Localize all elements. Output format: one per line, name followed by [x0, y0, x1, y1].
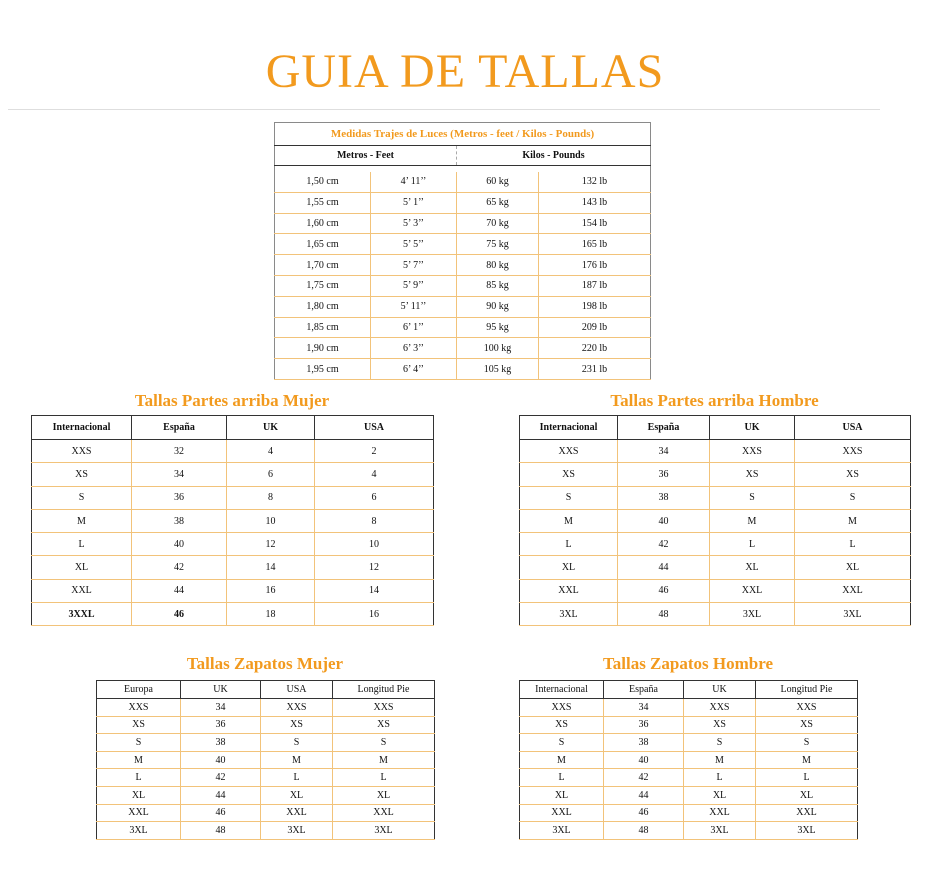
arriba-hombre-cell: XL [520, 556, 618, 579]
arriba-mujer-cell: L [32, 533, 132, 556]
medidas-table [274, 122, 651, 380]
medidas-cell: 198 lb [539, 296, 651, 317]
arriba-mujer-cell: 34 [132, 463, 227, 486]
zapatos-hombre-header-row [520, 681, 858, 699]
zapatos-hombre-cell: XXS [520, 699, 604, 717]
arriba-hombre-row [520, 556, 911, 579]
zapatos-hombre-cell: XXL [756, 804, 858, 822]
arriba-mujer-cell: 8 [315, 509, 434, 532]
zapatos-hombre-table [519, 680, 858, 840]
zapatos-hombre-cell: XL [520, 786, 604, 804]
medidas-cell: 5’ 9’’ [371, 275, 457, 296]
medidas-cell: 95 kg [457, 317, 539, 338]
medidas-row [275, 192, 651, 213]
zapatos-mujer-cell: L [333, 769, 435, 787]
zapatos-mujer-cell: 38 [181, 734, 261, 752]
zapatos-hombre-row [520, 734, 858, 752]
arriba-hombre-cell: XXL [520, 579, 618, 602]
arriba-mujer-cell: XS [32, 463, 132, 486]
zapatos-mujer-header-uk: UK [181, 681, 261, 699]
zapatos-hombre-cell: M [684, 751, 756, 769]
arriba-hombre-header-internacional: Internacional [520, 416, 618, 440]
zapatos-hombre-cell: 3XL [520, 822, 604, 840]
page-title: GUIA DE TALLAS [265, 45, 665, 98]
zapatos-hombre-cell: 40 [604, 751, 684, 769]
zapatos-hombre-row [520, 822, 858, 840]
zapatos-mujer-cell: 36 [181, 716, 261, 734]
medidas-cell: 132 lb [539, 172, 651, 192]
zapatos-hombre-row [520, 804, 858, 822]
arriba-hombre-cell: XXS [710, 440, 795, 463]
medidas-cell: 1,90 cm [275, 338, 371, 359]
zapatos-mujer-cell: 3XL [261, 822, 333, 840]
zapatos-mujer-row [97, 804, 435, 822]
zapatos-hombre-header-internacional: Internacional [520, 681, 604, 699]
medidas-cell: 1,75 cm [275, 275, 371, 296]
arriba-hombre-cell: 36 [618, 463, 710, 486]
arriba-mujer-row [32, 579, 434, 602]
zapatos-mujer-row [97, 786, 435, 804]
medidas-cell: 5’ 1’’ [371, 192, 457, 213]
zapatos-hombre-cell: 46 [604, 804, 684, 822]
medidas-cell: 65 kg [457, 192, 539, 213]
arriba-hombre-header-row [520, 416, 911, 440]
arriba-mujer-header-row [32, 416, 434, 440]
zapatos-mujer-title: Tallas Zapatos Mujer [186, 654, 344, 673]
arriba-mujer-cell: 6 [227, 463, 315, 486]
zapatos-mujer-cell: XL [333, 786, 435, 804]
zapatos-mujer-cell: 42 [181, 769, 261, 787]
zapatos-hombre-cell: XXS [684, 699, 756, 717]
zapatos-mujer-cell: XXS [261, 699, 333, 717]
zapatos-mujer-cell: M [333, 751, 435, 769]
zapatos-mujer-cell: XS [333, 716, 435, 734]
zapatos-mujer-cell: S [97, 734, 181, 752]
arriba-mujer-table [31, 415, 434, 626]
zapatos-hombre-cell: XXL [684, 804, 756, 822]
medidas-cell: 75 kg [457, 234, 539, 255]
medidas-cell: 85 kg [457, 275, 539, 296]
zapatos-hombre-row [520, 769, 858, 787]
arriba-hombre-row [520, 486, 911, 509]
arriba-mujer-row [32, 463, 434, 486]
zapatos-mujer-row [97, 769, 435, 787]
arriba-mujer-row [32, 556, 434, 579]
zapatos-mujer-cell: XXS [333, 699, 435, 717]
arriba-hombre-cell: XXS [795, 440, 911, 463]
arriba-hombre-cell: 44 [618, 556, 710, 579]
arriba-mujer-cell: 14 [315, 579, 434, 602]
medidas-caption: Medidas Trajes de Luces (Metros - feet / Kilos - Pounds) [275, 123, 651, 146]
zapatos-hombre-cell: XL [684, 786, 756, 804]
arriba-hombre-cell: S [520, 486, 618, 509]
zapatos-hombre-cell: 38 [604, 734, 684, 752]
arriba-hombre-title: Tallas Partes arriba Hombre [610, 391, 819, 410]
arriba-mujer-cell: 12 [315, 556, 434, 579]
arriba-hombre-cell: 38 [618, 486, 710, 509]
arriba-mujer-row [32, 603, 434, 626]
arriba-mujer-row [32, 509, 434, 532]
zapatos-hombre-cell: 34 [604, 699, 684, 717]
medidas-cell: 6’ 3’’ [371, 338, 457, 359]
medidas-cell: 90 kg [457, 296, 539, 317]
medidas-cell: 176 lb [539, 255, 651, 276]
arriba-hombre-row [520, 463, 911, 486]
arriba-mujer-header-espana: España [132, 416, 227, 440]
arriba-mujer-title: Tallas Partes arriba Mujer [134, 391, 330, 410]
arriba-hombre-cell: 3XL [710, 603, 795, 626]
arriba-hombre-cell: XS [710, 463, 795, 486]
medidas-cell: 80 kg [457, 255, 539, 276]
arriba-mujer-cell: XXS [32, 440, 132, 463]
medidas-cell: 70 kg [457, 213, 539, 234]
zapatos-mujer-row [97, 699, 435, 717]
arriba-mujer-cell: M [32, 509, 132, 532]
medidas-cell: 154 lb [539, 213, 651, 234]
arriba-mujer-row [32, 440, 434, 463]
zapatos-mujer-cell: 44 [181, 786, 261, 804]
zapatos-mujer-cell: XS [261, 716, 333, 734]
medidas-cell: 1,85 cm [275, 317, 371, 338]
zapatos-hombre-header-uk: UK [684, 681, 756, 699]
zapatos-hombre-cell: S [520, 734, 604, 752]
arriba-mujer-cell: XXL [32, 579, 132, 602]
medidas-cell: 1,65 cm [275, 234, 371, 255]
zapatos-mujer-table [96, 680, 435, 840]
arriba-mujer-cell: 12 [227, 533, 315, 556]
arriba-mujer-cell: 8 [227, 486, 315, 509]
zapatos-hombre-cell: XXL [520, 804, 604, 822]
zapatos-mujer-row [97, 822, 435, 840]
arriba-mujer-cell: 3XXL [32, 603, 132, 626]
medidas-row [275, 255, 651, 276]
zapatos-hombre-cell: 44 [604, 786, 684, 804]
zapatos-mujer-cell: 40 [181, 751, 261, 769]
arriba-hombre-header-usa: USA [795, 416, 911, 440]
arriba-hombre-cell: S [710, 486, 795, 509]
zapatos-hombre-cell: XL [756, 786, 858, 804]
medidas-row [275, 338, 651, 359]
zapatos-mujer-cell: XS [97, 716, 181, 734]
arriba-hombre-cell: M [520, 509, 618, 532]
zapatos-hombre-row [520, 751, 858, 769]
zapatos-hombre-cell: XS [756, 716, 858, 734]
zapatos-hombre-cell: S [684, 734, 756, 752]
medidas-row [275, 359, 651, 380]
zapatos-mujer-cell: L [97, 769, 181, 787]
arriba-hombre-cell: 3XL [520, 603, 618, 626]
arriba-hombre-cell: 40 [618, 509, 710, 532]
arriba-mujer-cell: 2 [315, 440, 434, 463]
arriba-hombre-cell: XXL [710, 579, 795, 602]
arriba-mujer-cell: XL [32, 556, 132, 579]
arriba-hombre-header-espana: España [618, 416, 710, 440]
zapatos-hombre-cell: S [756, 734, 858, 752]
arriba-mujer-cell: 40 [132, 533, 227, 556]
arriba-hombre-cell: L [795, 533, 911, 556]
arriba-mujer-row [32, 486, 434, 509]
medidas-cell: 1,60 cm [275, 213, 371, 234]
medidas-cell: 1,70 cm [275, 255, 371, 276]
medidas-cell: 5’ 5’’ [371, 234, 457, 255]
arriba-hombre-row [520, 440, 911, 463]
medidas-cell: 165 lb [539, 234, 651, 255]
medidas-cell: 100 kg [457, 338, 539, 359]
arriba-hombre-cell: M [710, 509, 795, 532]
medidas-cell: 209 lb [539, 317, 651, 338]
zapatos-hombre-cell: 42 [604, 769, 684, 787]
arriba-hombre-cell: XL [795, 556, 911, 579]
medidas-row [275, 213, 651, 234]
medidas-header-metros-feet: Metros - Feet [275, 146, 457, 166]
medidas-row [275, 296, 651, 317]
medidas-cell: 1,55 cm [275, 192, 371, 213]
arriba-mujer-cell: 36 [132, 486, 227, 509]
arriba-mujer-cell: 10 [227, 509, 315, 532]
zapatos-hombre-cell: XXS [756, 699, 858, 717]
arriba-mujer-cell: 6 [315, 486, 434, 509]
medidas-cell: 6’ 4’’ [371, 359, 457, 380]
zapatos-hombre-row [520, 699, 858, 717]
medidas-row [275, 234, 651, 255]
arriba-hombre-cell: 34 [618, 440, 710, 463]
zapatos-mujer-cell: XXL [333, 804, 435, 822]
zapatos-hombre-cell: XS [520, 716, 604, 734]
zapatos-mujer-cell: XXS [97, 699, 181, 717]
zapatos-hombre-row [520, 786, 858, 804]
arriba-hombre-table [519, 415, 911, 626]
zapatos-mujer-header-row [97, 681, 435, 699]
medidas-cell: 220 lb [539, 338, 651, 359]
zapatos-mujer-cell: M [261, 751, 333, 769]
arriba-mujer-cell: 18 [227, 603, 315, 626]
arriba-mujer-cell: 44 [132, 579, 227, 602]
arriba-mujer-header-usa: USA [315, 416, 434, 440]
zapatos-mujer-cell: S [261, 734, 333, 752]
zapatos-mujer-cell: 48 [181, 822, 261, 840]
medidas-cell: 6’ 1’’ [371, 317, 457, 338]
arriba-mujer-cell: 42 [132, 556, 227, 579]
arriba-mujer-cell: 10 [315, 533, 434, 556]
arriba-hombre-row [520, 579, 911, 602]
zapatos-mujer-cell: XL [97, 786, 181, 804]
zapatos-hombre-cell: 3XL [756, 822, 858, 840]
zapatos-mujer-cell: 3XL [333, 822, 435, 840]
zapatos-mujer-header-usa: USA [261, 681, 333, 699]
zapatos-mujer-cell: 3XL [97, 822, 181, 840]
medidas-body [275, 172, 651, 379]
arriba-mujer-row [32, 533, 434, 556]
medidas-cell: 5’ 11’’ [371, 296, 457, 317]
zapatos-mujer-cell: L [261, 769, 333, 787]
medidas-cell: 5’ 7’’ [371, 255, 457, 276]
arriba-hombre-cell: XS [520, 463, 618, 486]
arriba-mujer-header-internacional: Internacional [32, 416, 132, 440]
arriba-mujer-cell: 16 [315, 603, 434, 626]
arriba-mujer-header-uk: UK [227, 416, 315, 440]
arriba-hombre-cell: L [710, 533, 795, 556]
zapatos-hombre-cell: 48 [604, 822, 684, 840]
zapatos-hombre-cell: M [756, 751, 858, 769]
medidas-cell: 187 lb [539, 275, 651, 296]
zapatos-mujer-cell: S [333, 734, 435, 752]
arriba-mujer-cell: 32 [132, 440, 227, 463]
arriba-hombre-cell: 3XL [795, 603, 911, 626]
zapatos-mujer-cell: M [97, 751, 181, 769]
arriba-mujer-cell: 4 [315, 463, 434, 486]
zapatos-hombre-cell: 36 [604, 716, 684, 734]
zapatos-mujer-cell: 34 [181, 699, 261, 717]
arriba-mujer-cell: 38 [132, 509, 227, 532]
zapatos-mujer-cell: XL [261, 786, 333, 804]
arriba-hombre-cell: S [795, 486, 911, 509]
medidas-cell: 1,80 cm [275, 296, 371, 317]
zapatos-mujer-cell: XXL [97, 804, 181, 822]
arriba-hombre-cell: L [520, 533, 618, 556]
arriba-hombre-cell: XS [795, 463, 911, 486]
medidas-cell: 60 kg [457, 172, 539, 192]
medidas-header-kilos-pounds: Kilos - Pounds [457, 146, 651, 166]
zapatos-hombre-header-espana: España [604, 681, 684, 699]
medidas-row [275, 172, 651, 192]
arriba-hombre-cell: XXL [795, 579, 911, 602]
zapatos-mujer-row [97, 734, 435, 752]
arriba-hombre-cell: M [795, 509, 911, 532]
medidas-cell: 105 kg [457, 359, 539, 380]
zapatos-hombre-title: Tallas Zapatos Hombre [602, 654, 774, 673]
arriba-hombre-header-uk: UK [710, 416, 795, 440]
medidas-cell: 4’ 11’’ [371, 172, 457, 192]
arriba-mujer-cell: 46 [132, 603, 227, 626]
zapatos-hombre-cell: XS [684, 716, 756, 734]
title-divider [8, 109, 880, 110]
zapatos-hombre-cell: M [520, 751, 604, 769]
medidas-cell: 5’ 3’’ [371, 213, 457, 234]
zapatos-mujer-header-europa: Europa [97, 681, 181, 699]
arriba-mujer-cell: S [32, 486, 132, 509]
arriba-hombre-cell: XXS [520, 440, 618, 463]
arriba-hombre-row [520, 533, 911, 556]
medidas-row [275, 317, 651, 338]
arriba-mujer-cell: 14 [227, 556, 315, 579]
arriba-hombre-cell: 48 [618, 603, 710, 626]
zapatos-hombre-cell: L [756, 769, 858, 787]
zapatos-hombre-header-longitud-pie: Longitud Pie [756, 681, 858, 699]
zapatos-mujer-cell: 46 [181, 804, 261, 822]
medidas-cell: 143 lb [539, 192, 651, 213]
zapatos-hombre-cell: 3XL [684, 822, 756, 840]
arriba-mujer-cell: 4 [227, 440, 315, 463]
medidas-cell: 1,50 cm [275, 172, 371, 192]
zapatos-hombre-cell: L [684, 769, 756, 787]
zapatos-mujer-row [97, 716, 435, 734]
medidas-row [275, 275, 651, 296]
zapatos-mujer-row [97, 751, 435, 769]
arriba-hombre-row [520, 509, 911, 532]
arriba-mujer-cell: 16 [227, 579, 315, 602]
medidas-cell: 1,95 cm [275, 359, 371, 380]
medidas-cell: 231 lb [539, 359, 651, 380]
arriba-hombre-cell: 46 [618, 579, 710, 602]
arriba-hombre-row [520, 603, 911, 626]
zapatos-hombre-cell: L [520, 769, 604, 787]
arriba-hombre-cell: 42 [618, 533, 710, 556]
zapatos-hombre-row [520, 716, 858, 734]
zapatos-mujer-cell: XXL [261, 804, 333, 822]
zapatos-mujer-header-longitud-pie: Longitud Pie [333, 681, 435, 699]
arriba-hombre-cell: XL [710, 556, 795, 579]
